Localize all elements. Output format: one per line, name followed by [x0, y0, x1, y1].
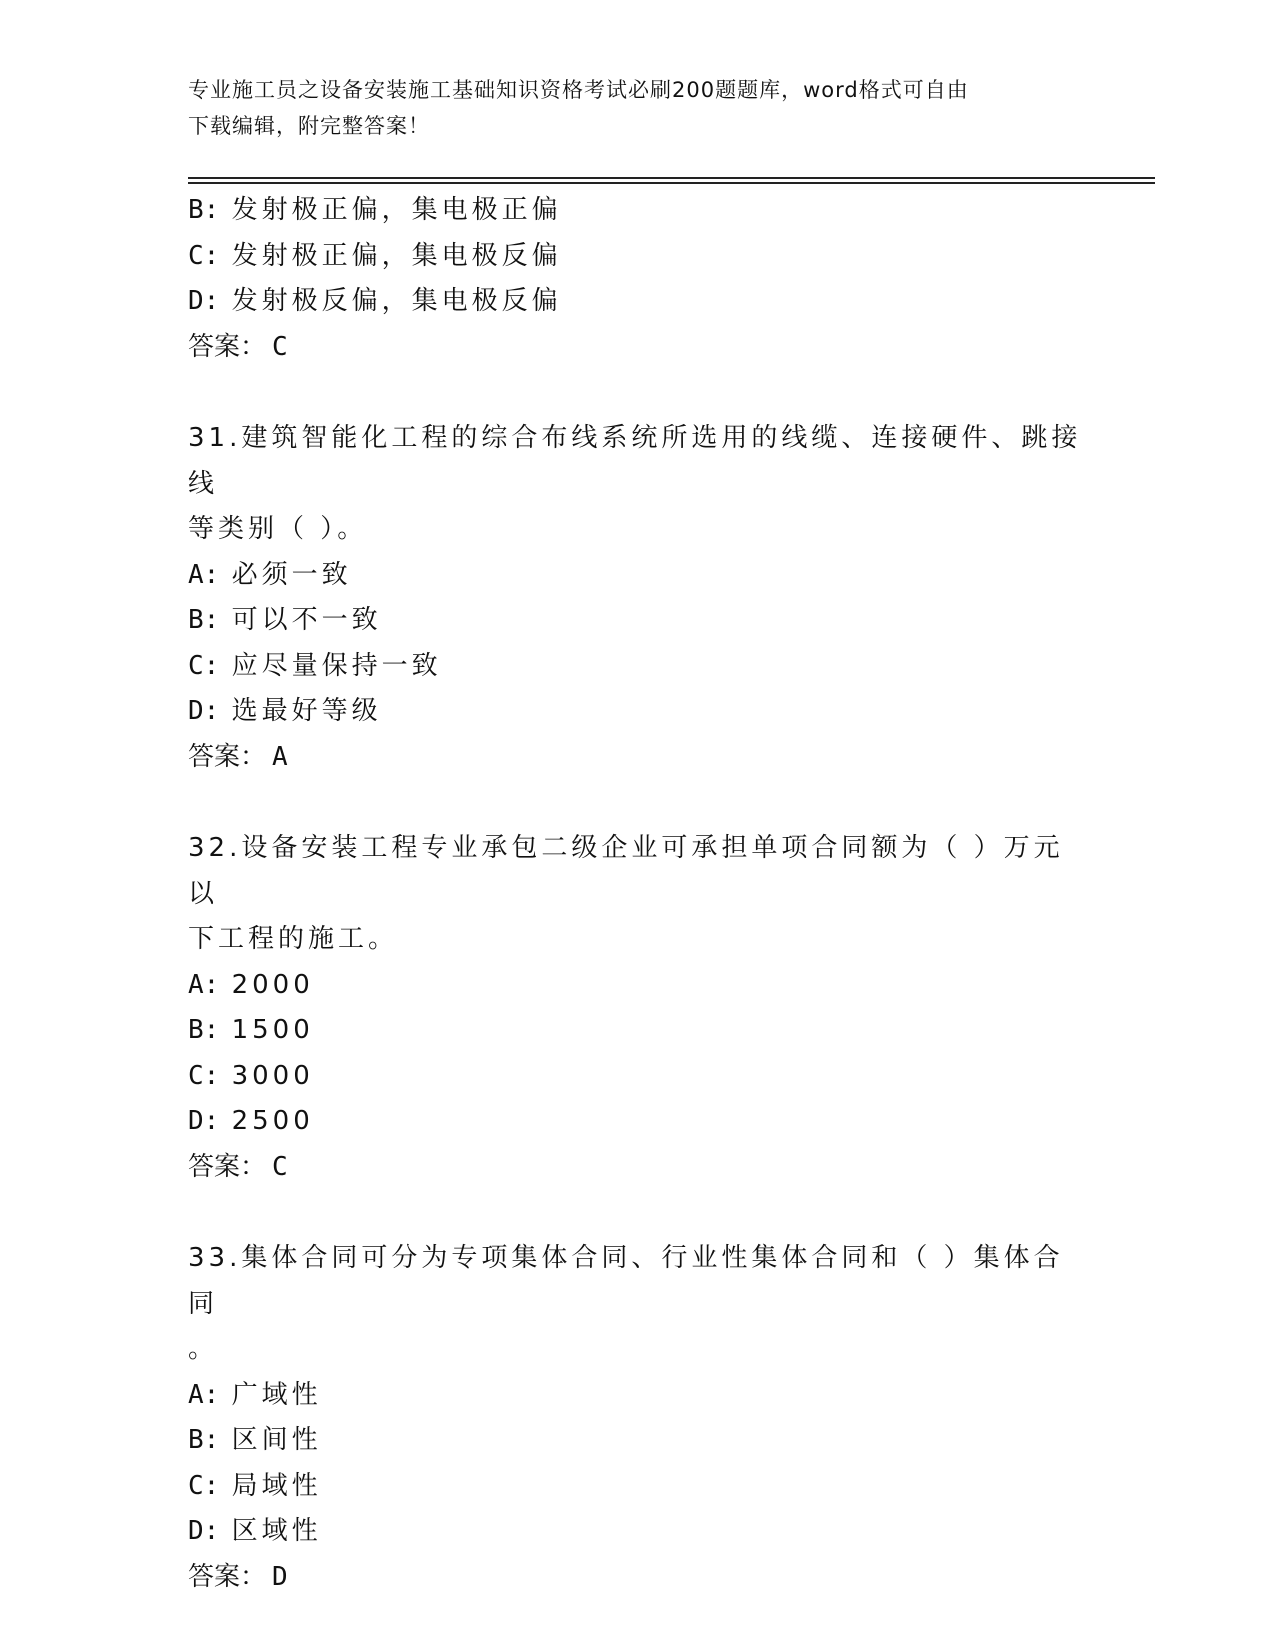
option-text: 2000	[231, 969, 314, 1000]
option-text: 区域性	[231, 1516, 322, 1546]
option-letter: B:	[188, 1015, 220, 1045]
question-33	[188, 1236, 1088, 1600]
option-text: 发射极正偏，集电极反偏	[231, 240, 562, 271]
option-letter: B:	[188, 195, 220, 225]
answer-value: C	[272, 331, 288, 362]
question-32	[188, 826, 1088, 1190]
option-text: 局域性	[231, 1470, 322, 1501]
option-d	[188, 689, 1088, 735]
option-text: 3000	[231, 1060, 314, 1091]
option-text: 选最好等级	[231, 696, 382, 726]
option-c	[188, 1464, 1088, 1510]
option-text: 发射极正偏，集电极正偏	[231, 195, 562, 225]
option-letter: B:	[188, 605, 220, 635]
option-text: 发射极反偏，集电极反偏	[231, 286, 562, 316]
option-a	[188, 963, 1088, 1009]
option-b	[188, 1008, 1088, 1054]
option-letter: C:	[188, 240, 220, 271]
option-text: 广域性	[231, 1379, 322, 1410]
option-text: 1500	[231, 1015, 314, 1045]
question-line-2: 。	[188, 1334, 219, 1364]
partial-question	[188, 188, 1088, 370]
option-d	[188, 279, 1088, 325]
option-text: 2500	[231, 1106, 314, 1136]
option-b	[188, 598, 1088, 644]
option-c	[188, 234, 1088, 280]
option-c	[188, 644, 1088, 690]
option-text: 必须一致	[231, 559, 352, 590]
answer-line	[188, 1145, 1088, 1191]
option-letter: A:	[188, 559, 220, 590]
answer-value: A	[272, 741, 288, 772]
option-letter: C:	[188, 1060, 220, 1091]
option-a	[188, 553, 1088, 599]
question-line-1: 32.设备安装工程专业承包二级企业可承担单项合同额为（ ）万元以	[188, 833, 1064, 909]
answer-label: 答案：	[188, 1151, 267, 1182]
question-line-1: 31.建筑智能化工程的综合布线系统所选用的线缆、连接硬件、跳接线	[188, 423, 1082, 499]
option-text: 区间性	[231, 1425, 322, 1455]
answer-line	[188, 325, 1088, 371]
header-divider-bottom	[188, 182, 1155, 184]
option-text: 应尽量保持一致	[231, 650, 442, 681]
question-line-2: 下工程的施工。	[188, 924, 399, 954]
question-text	[188, 1236, 1088, 1373]
option-d	[188, 1509, 1088, 1555]
option-letter: C:	[188, 1470, 220, 1501]
question-line-1: 33.集体合同可分为专项集体合同、行业性集体合同和（ ）集体合同	[188, 1243, 1064, 1319]
question-list	[188, 188, 1088, 1600]
option-a	[188, 1373, 1088, 1419]
option-letter: D:	[188, 286, 220, 316]
question-line-2: 等类别（ ）。	[188, 514, 368, 544]
option-letter: B:	[188, 1425, 220, 1455]
option-b	[188, 1418, 1088, 1464]
answer-label: 答案：	[188, 741, 267, 772]
option-letter: D:	[188, 1106, 220, 1136]
option-letter: C:	[188, 650, 220, 681]
option-b	[188, 188, 1088, 234]
header-line-2: 下载编辑，附完整答案！	[188, 114, 430, 138]
answer-label: 答案：	[188, 1561, 267, 1592]
answer-label: 答案：	[188, 331, 267, 362]
option-letter: A:	[188, 1379, 220, 1410]
answer-line	[188, 735, 1088, 781]
option-letter: A:	[188, 969, 220, 1000]
answer-line	[188, 1555, 1088, 1601]
answer-value: D	[272, 1561, 288, 1592]
option-d	[188, 1099, 1088, 1145]
header-divider-top	[188, 177, 1155, 179]
option-text: 可以不一致	[231, 605, 382, 635]
header-line-1: 专业施工员之设备安装施工基础知识资格考试必刷200题题库，word格式可自由	[188, 78, 969, 102]
question-text	[188, 826, 1088, 963]
answer-value: C	[272, 1151, 288, 1182]
option-letter: D:	[188, 696, 220, 726]
question-text	[188, 416, 1088, 553]
option-c	[188, 1054, 1088, 1100]
option-letter: D:	[188, 1516, 220, 1546]
document-header	[188, 72, 1068, 144]
question-31	[188, 416, 1088, 780]
